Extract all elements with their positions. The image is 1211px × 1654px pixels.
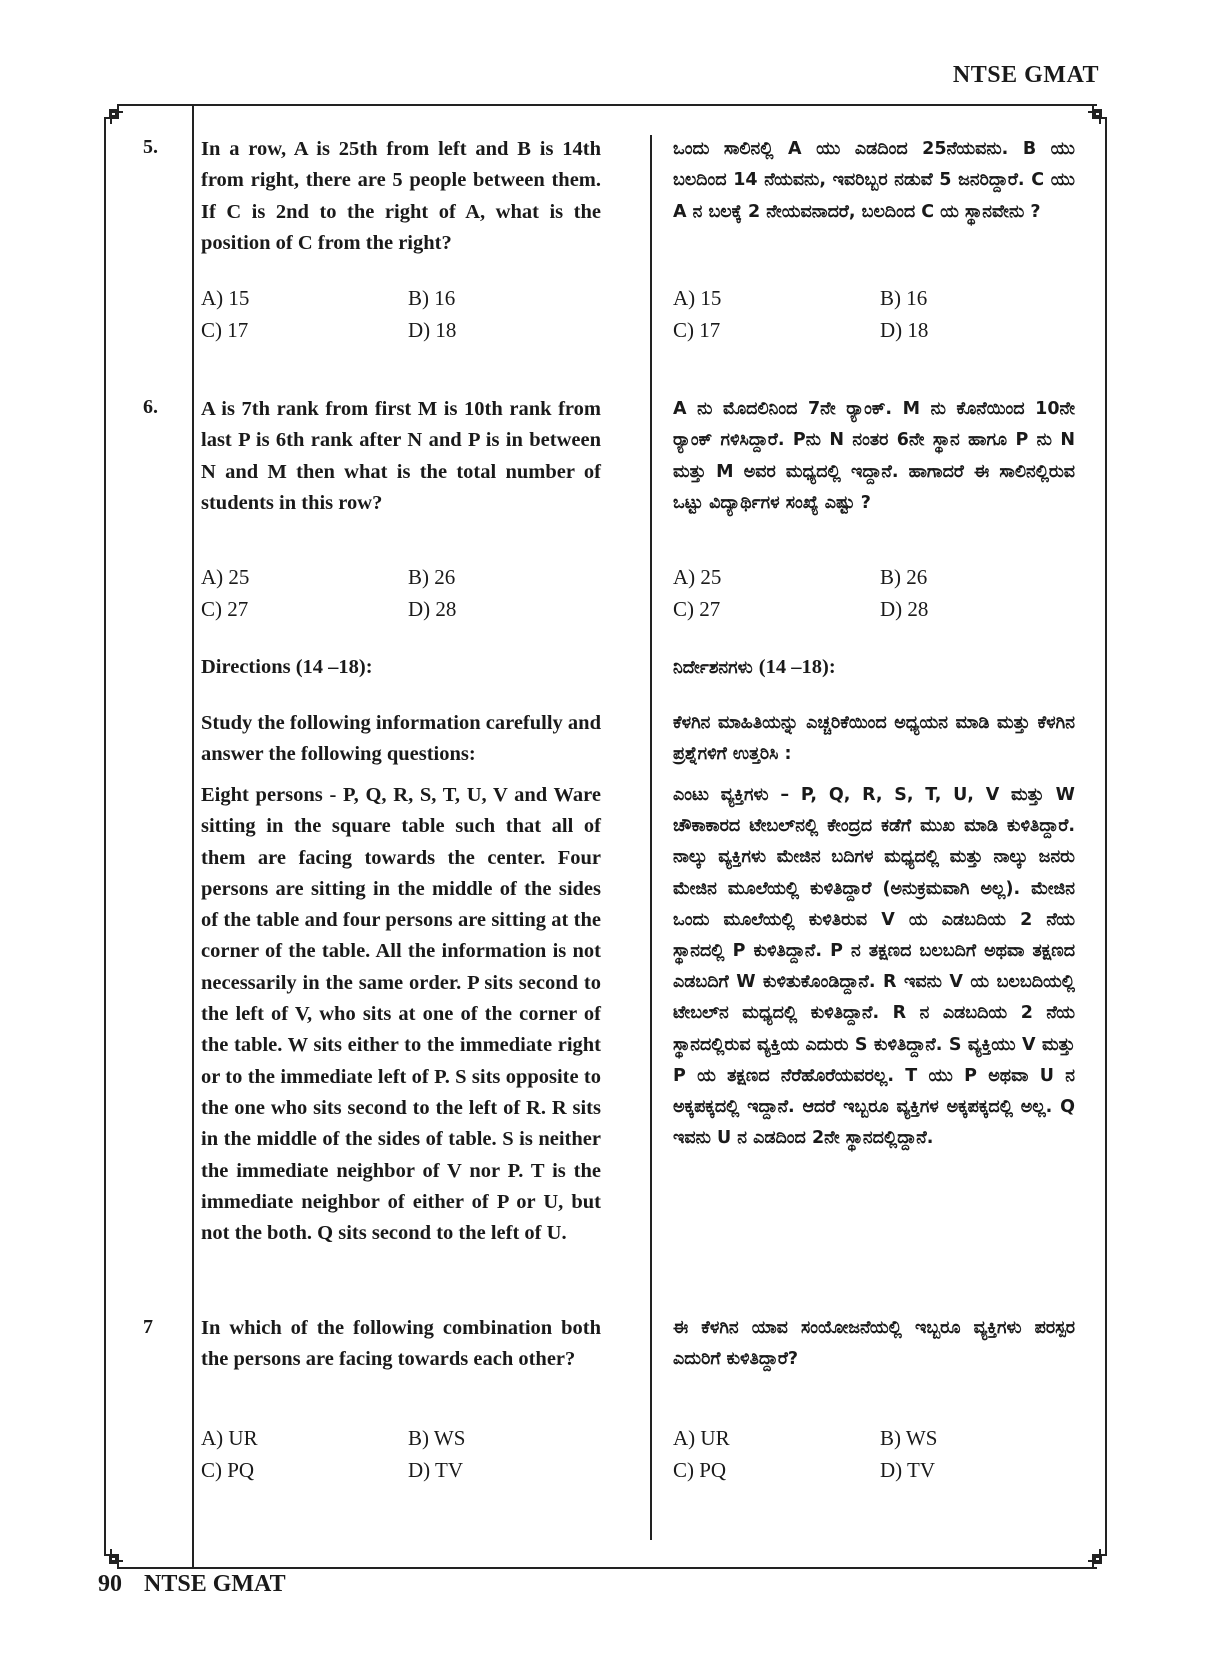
question-text-english: In a row, A is 25th from left and B is 14th from right, there are 5 people between them. If C is 2nd to the right of A, what is the position of C from the right? [201, 138, 601, 254]
question-number: 6. [143, 396, 158, 418]
options-english [201, 283, 615, 346]
option: D) 28 [408, 596, 457, 621]
question-text-kannada: A ನು ಮೊದಲಿನಿಂದ 7ನೇ ರ್‍ಯಾಂಕ್. M ನು ಕೊನೆಯಿಂದ 10ನೇ ರ್‍ಯಾಂಕ್ ಗಳಿಸಿದ್ದಾರೆ. Pನು N ನಂತರ 6ನೇ ಸ್ಥಾನ ಹಾಗೂ P ನು N ಮತ್ತು M ಅವರ ಮಧ್ಯದಲ್ಲಿ ಇದ್ದಾನೆ. ಹಾಗಾದರೆ ಈ ಸಾಲಿನಲ್ಲಿರುವ ಒಟ್ಟು ವಿದ್ಯಾರ್ಥಿಗಳ ಸಂಖ್ಯೆ ಎಷ್ಟು ? [673, 399, 1075, 513]
question-text-kannada: ಈ ಕೆಳಗಿನ ಯಾವ ಸಂಯೋಜನೆಯಲ್ಲಿ ಇಬ್ಬರೂ ವ್ಯಕ್ತಿಗಳು ಪರಸ್ಪರ ಎದುರಿಗೆ ಕುಳಿತಿದ್ದಾರೆ? [673, 1318, 1075, 1370]
directions-heading-kannada-range: (14 –18): [758, 656, 836, 678]
options-kannada [673, 1423, 1087, 1486]
option: D) TV [408, 1457, 464, 1482]
option: D) 28 [880, 596, 929, 621]
directions-passage-kannada: ಎಂಟು ವ್ಯಕ್ತಿಗಳು – P, Q, R, S, T, U, V ಮತ್ತು W ಚೌಕಾಕಾರದ ಟೇಬಲ್‌ನಲ್ಲಿ ಕೇಂದ್ರದ ಕಡೆಗೆ ಮುಖ ಮಾಡಿ ಕುಳಿತಿದ್ದಾರೆ. ನಾಲ್ಕು ವ್ಯಕ್ತಿಗಳು ಮೇಜಿನ ಬದಿಗಳ ಮಧ್ಯದಲ್ಲಿ ಮತ್ತು ನಾಲ್ಕು ಜನರು ಮೇಜಿನ ಮೂಲೆಯಲ್ಲಿ ಕುಳಿತಿದ್ದಾರೆ (ಅನುಕ್ರಮವಾಗಿ ಅಲ್ಲ). ಮೇಜಿನ ಒಂದು ಮೂಲೆಯಲ್ಲಿ ಕುಳಿತಿರುವ V ಯ ಎಡಬದಿಯ 2 ನೆಯ ಸ್ಥಾನದಲ್ಲಿ P ಕುಳಿತಿದ್ದಾನೆ. P ನ ತಕ್ಷಣದ ಬಲಬದಿಗೆ ಅಥವಾ ತಕ್ಷಣದ ಎಡಬದಿಗೆ W ಕುಳಿತುಕೊಂಡಿದ್ದಾನೆ. R ಇವನು V ಯ ಬಲಬದಿಯಲ್ಲಿ ಟೇಬಲ್‌ನ ಮಧ್ಯದಲ್ಲಿ ಕುಳಿತಿದ್ದಾನೆ. R ನ ಎಡಬದಿಯ 2 ನೆಯ ಸ್ಥಾನದಲ್ಲಿರುವ ವ್ಯಕ್ತಿಯ ಎದುರು S ಕುಳಿತಿದ್ದಾನೆ. S ವ್ಯಕ್ತಿಯು V ಮತ್ತು P ಯ ತಕ್ಷಣದ ನೆರೆಹೊರೆಯವರಲ್ಲ. T ಯು P ಅಥವಾ U ನ ಅಕ್ಕಪಕ್ಕದಲ್ಲಿ ಇದ್ದಾನೆ. ಆದರೆ ಇಬ್ಬರೂ ವ್ಯಕ್ತಿಗಳ ಅಕ್ಕಪಕ್ಕದಲ್ಲಿ ಅಲ್ಲ. Q ಇವನು U ನ ಎಡದಿಂದ 2ನೇ ಸ್ಥಾನದಲ್ಲಿದ್ದಾನೆ. [673, 785, 1075, 1149]
option: D) 18 [880, 317, 929, 342]
options-kannada [673, 562, 1087, 625]
option: C) PQ [201, 1457, 255, 1482]
option: A) UR [201, 1426, 258, 1450]
option: B) 16 [880, 286, 928, 310]
question-number: 5. [143, 136, 158, 158]
directions-instruction-kannada: ಕೆಳಗಿನ ಮಾಹಿತಿಯನ್ನು ಎಚ್ಚರಿಕೆಯಿಂದ ಅಧ್ಯಯನ ಮಾಡಿ ಮತ್ತು ಕೆಳಗಿನ ಪ್ರಶ್ನೆಗಳಿಗೆ ಉತ್ತರಿಸಿ : [673, 713, 1075, 765]
question-text-english: In which of the following combination both the persons are facing towards each other? [201, 1317, 601, 1371]
directions-instruction-english: Study the following information carefully and answer the following questions: [201, 712, 601, 766]
option: C) 17 [201, 317, 249, 342]
option: D) 18 [408, 317, 457, 342]
option: C) 17 [673, 317, 721, 342]
directions-heading-kannada-label: ನಿರ್ದೇಶನಗಳು [673, 658, 753, 678]
options-kannada [673, 283, 1087, 346]
option: A) 15 [201, 286, 250, 310]
question-number: 7 [143, 1316, 153, 1338]
option: B) 26 [880, 565, 928, 589]
option: A) UR [673, 1426, 730, 1450]
option: A) 25 [673, 565, 722, 589]
option: C) PQ [673, 1457, 727, 1482]
footer-title: NTSE GMAT [144, 1571, 286, 1597]
option: B) WS [408, 1426, 466, 1450]
options-english [201, 562, 615, 625]
options-english [201, 1423, 615, 1486]
directions-heading-kannada [673, 656, 836, 679]
option: A) 25 [201, 565, 250, 589]
directions-passage-english: Eight persons - P, Q, R, S, T, U, V and Ware sitting in the square table such that all of them are facing towards the center. Four persons are sitting in the middle of the sides of the table and four persons are sitting at the corner of the table. All the information is not necessarily in the same order. P sits second to the left of V, who sits at one of the corner of the table. W sits either to the immediate right or to the immediate left of P. S sits opposite to the one who sits second to the left of R. R sits in the middle of the sides of table. S is neither the immediate neighbor of V nor P. T is the immediate neighbor of either of P or U, but not the both. Q sits second to the left of U. [201, 784, 601, 1245]
option: D) TV [880, 1457, 936, 1482]
option: C) 27 [673, 596, 721, 621]
directions-heading-english: Directions (14 –18): [201, 656, 373, 678]
page-number: 90 [98, 1571, 122, 1597]
option: C) 27 [201, 596, 249, 621]
question-text-kannada: ಒಂದು ಸಾಲಿನಲ್ಲಿ A ಯು ಎಡದಿಂದ 25ನೆಯವನು. B ಯು ಬಲದಿಂದ 14 ನೆಯವನು, ಇವರಿಬ್ಬರ ನಡುವೆ 5 ಜನರಿದ್ದಾರೆ. C ಯು A ನ ಬಲಕ್ಕೆ 2 ನೇಯವನಾದರೆ, ಬಲದಿಂದ C ಯ ಸ್ಥಾನವೇನು ? [673, 139, 1075, 222]
option: A) 15 [673, 286, 722, 310]
option: B) 16 [408, 286, 456, 310]
question-text-english: A is 7th rank from first M is 10th rank from last P is 6th rank after N and P is in between N and M then what is the total number of students in this row? [201, 398, 601, 514]
page-footer [98, 1571, 286, 1598]
option: B) 26 [408, 565, 456, 589]
option: B) WS [880, 1426, 938, 1450]
running-header-title: NTSE GMAT [952, 62, 1099, 88]
